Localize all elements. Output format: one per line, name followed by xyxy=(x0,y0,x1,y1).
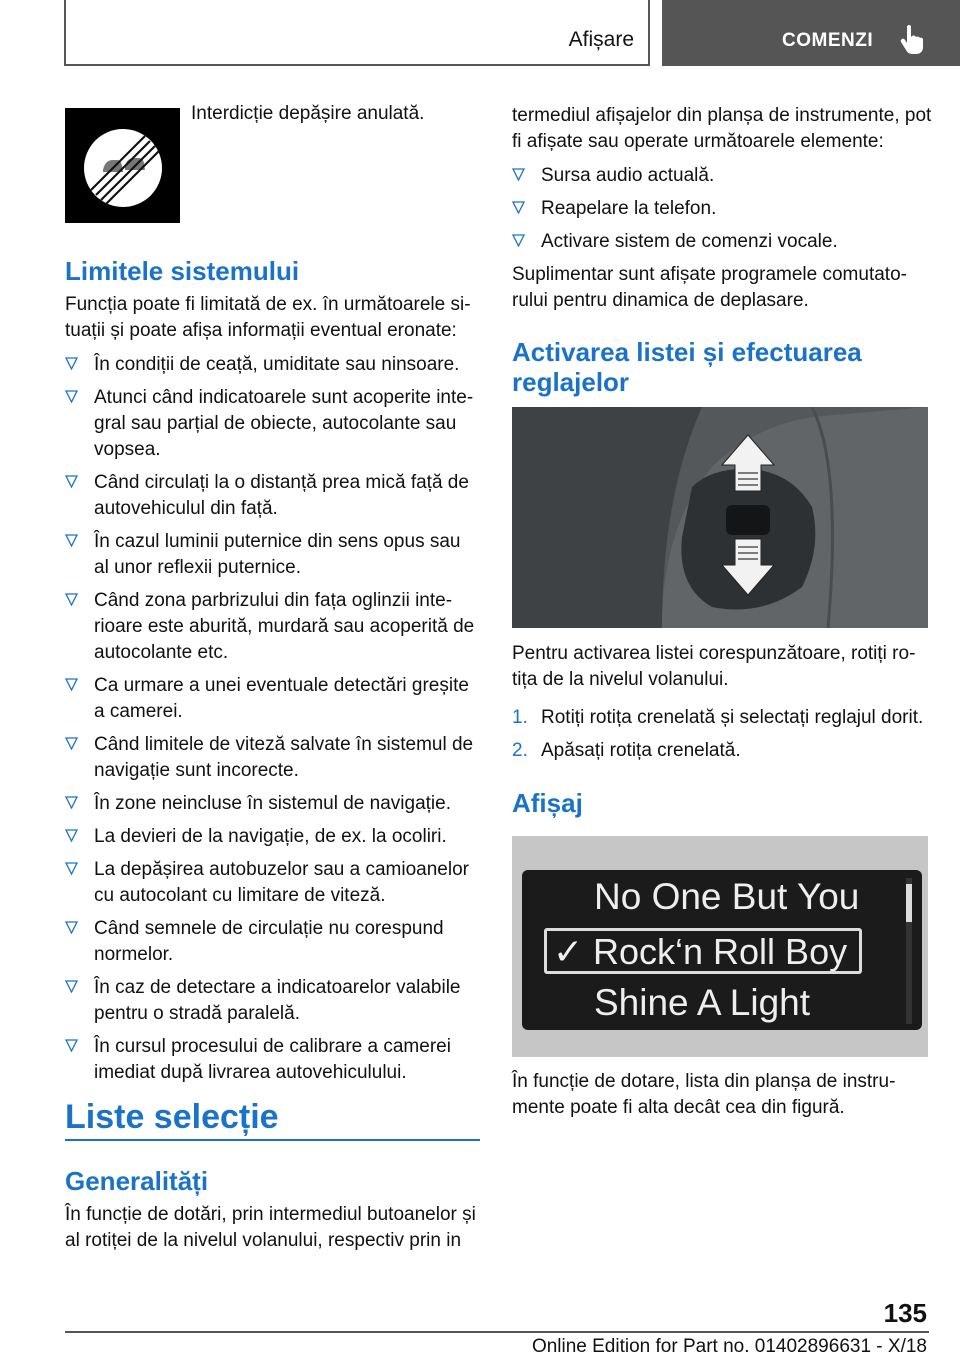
triangle-bullet-icon xyxy=(65,980,78,993)
triangle-bullet-icon xyxy=(512,234,525,247)
list-item: La devieri de la navigație, de ex. la ocoliri. xyxy=(65,824,480,850)
steps-list xyxy=(512,705,932,764)
scrollbar-track xyxy=(906,878,912,1024)
elements-list xyxy=(512,163,932,255)
triangle-bullet-icon xyxy=(65,390,78,403)
footer-edition: Online Edition for Part no. 01402896631 - X/18 xyxy=(531,1336,927,1357)
header-section-label: Afișare xyxy=(568,28,634,51)
display-note-section xyxy=(512,1069,932,1121)
selection-section xyxy=(65,1097,480,1254)
display-heading: Afișaj xyxy=(512,788,583,818)
limits-list xyxy=(65,352,480,1086)
list-entry: No One But You xyxy=(594,876,860,917)
list-item: În caz de detectare a indicatoarelor valabile pentru o stradă paralelă. xyxy=(65,975,480,1027)
list-item: Atunci când indicatoarele sunt acoperite integral sau parțial de obiecte, autocolante sau vopsea. xyxy=(65,385,480,463)
sign-caption: Interdicție depășire anulată. xyxy=(191,103,425,124)
list-entry-selected: Rock‘n Roll Boy xyxy=(593,931,848,972)
list-item: 1. Rotiți rotița crenelată și selectați reglajul dorit. xyxy=(512,707,924,728)
page-number: 135 xyxy=(883,1298,927,1328)
general-text: În funcție de dotări, prin intermediul butoanelor și al rotiței de la nivelul volanului, respectiv prin in xyxy=(65,1204,476,1251)
list-item: Sursa audio actuală. xyxy=(512,163,932,189)
list-item: Când limitele de viteză salvate în sistemul de navigație sunt incorecte. xyxy=(65,732,480,784)
overtaking-ban-lifted-sign-icon xyxy=(65,108,180,223)
hand-pointer-icon xyxy=(898,24,926,54)
list-item: În zone neincluse în sistemul de navigație. xyxy=(65,791,480,817)
triangle-bullet-icon xyxy=(65,534,78,547)
footer-rule xyxy=(65,1331,929,1333)
triangle-bullet-icon xyxy=(65,1039,78,1052)
triangle-bullet-icon xyxy=(65,796,78,809)
right-intro: termediul afișajelor din planșa de instrumente, pot fi afișate sau operate următoarele elemente: xyxy=(512,105,932,152)
list-item: Activare sistem de comenzi vocale. xyxy=(512,229,932,255)
list-item: Ca urmare a unei eventuale detectări greșite a camerei. xyxy=(65,673,480,725)
triangle-bullet-icon xyxy=(512,201,525,214)
heading-rule xyxy=(65,1139,480,1141)
triangle-bullet-icon xyxy=(65,737,78,750)
activate-section xyxy=(512,641,932,818)
limits-heading: Limitele sistemului xyxy=(65,256,300,286)
display-note: În funcție de dotare, lista din planșa de instrumente poate fi alta decât cea din figură. xyxy=(512,1071,896,1118)
triangle-bullet-icon xyxy=(65,593,78,606)
list-item: La depășirea autobuzelor sau a camioanelor cu autocolant cu limitare de viteză. xyxy=(65,857,480,909)
list-item: În condiții de ceață, umiditate sau ninsoare. xyxy=(65,352,480,378)
display-panel xyxy=(522,870,922,1030)
list-entry: Shine A Light xyxy=(594,982,811,1023)
header-chapter-tab xyxy=(662,0,960,66)
triangle-bullet-icon xyxy=(65,475,78,488)
triangle-bullet-icon xyxy=(65,862,78,875)
triangle-bullet-icon xyxy=(512,168,525,181)
list-item: În cazul luminii puternice din sens opus sau al unor reflexii puternice. xyxy=(65,529,480,581)
extra-text: Suplimentar sunt afișate programele comutatorului pentru dinamica de deplasare. xyxy=(512,264,907,311)
limits-intro: Funcția poate fi limitată de ex. în următoarele situații și poate afișa informații eventual eronate: xyxy=(65,294,471,341)
header-chapter-label: COMENZI xyxy=(782,30,874,51)
right-column xyxy=(512,103,932,397)
scrollbar-thumb xyxy=(906,884,912,922)
list-item: 2. Apăsați rotița crenelată. xyxy=(512,740,741,761)
activate-heading: Activarea listei și efectuarea reglajelor xyxy=(512,337,862,397)
list-item: Când semnele de circulație nu corespund normelor. xyxy=(65,916,480,968)
selected-entry-frame xyxy=(544,928,862,974)
triangle-bullet-icon xyxy=(65,829,78,842)
triangle-bullet-icon xyxy=(65,357,78,370)
overtaking-ban-lifted-sign xyxy=(65,108,180,223)
steering-wheel-photo xyxy=(512,407,928,628)
header-section-tab xyxy=(64,0,650,66)
selection-heading: Liste selecție xyxy=(65,1098,279,1136)
list-item: Reapelare la telefon. xyxy=(512,196,932,222)
general-heading: Generalități xyxy=(65,1166,209,1196)
activate-text: Pentru activarea listei corespunzătoare, rotiți rotița de la nivelul volanului. xyxy=(512,643,916,690)
instrument-cluster-list-photo xyxy=(512,836,928,1057)
list-item: Când zona parbrizului din fața oglinzii interioare este aburită, murdară sau acoperită de autocolante etc. xyxy=(65,588,480,666)
left-column xyxy=(65,256,480,1093)
check-icon: ✓ xyxy=(553,931,584,972)
list-item: În cursul procesului de calibrare a camerei imediat după livrarea autovehiculului. xyxy=(65,1034,480,1086)
steering-wheel-thumbwheel-image xyxy=(512,407,928,628)
triangle-bullet-icon xyxy=(65,921,78,934)
triangle-bullet-icon xyxy=(65,678,78,691)
list-item: Când circulați la o distanță prea mică față de autovehiculul din față. xyxy=(65,470,480,522)
